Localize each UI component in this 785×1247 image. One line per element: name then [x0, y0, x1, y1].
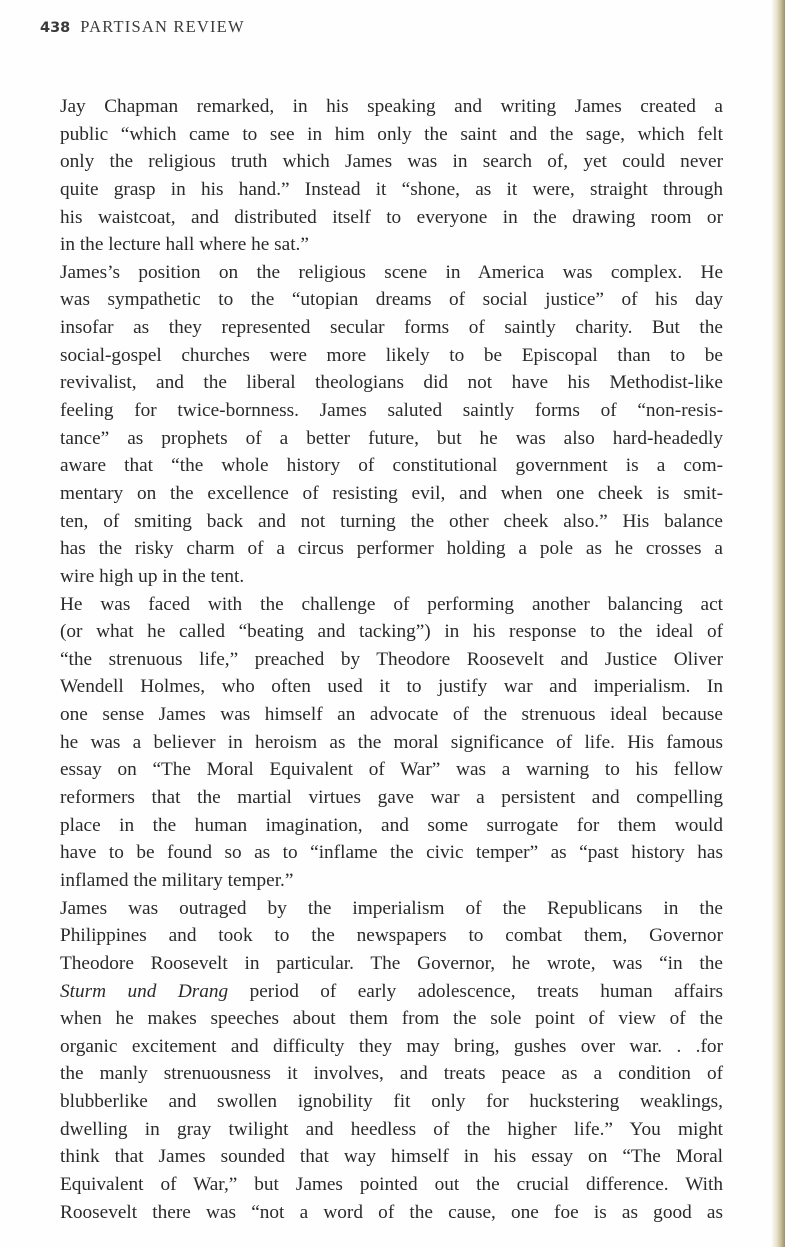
text-line [60, 839, 723, 867]
line-text: blubberlike and swollen ignobility fit only for huckstering weaklings, [60, 1091, 723, 1113]
text-line [60, 950, 723, 978]
text-line [60, 204, 723, 232]
text-line [60, 1199, 723, 1227]
text-line [60, 895, 723, 923]
line-text: mentary on the excellence of resisting evil, and when one cheek is smit- [60, 482, 723, 504]
line-text: his waistcoat, and distributed itself to everyone in the drawing room or [60, 206, 723, 228]
line-text: James was outraged by the imperialism of the Republicans in the [60, 897, 723, 919]
text-line [60, 756, 723, 784]
text-line [60, 1033, 723, 1061]
text-line [60, 867, 723, 895]
text-line [60, 784, 723, 812]
page-binding-edge [771, 0, 785, 1247]
line-text: inflamed the military temper.” [60, 869, 294, 891]
line-text: place in the human imagination, and some surrogate for them would [60, 814, 723, 836]
text-line [60, 1143, 723, 1171]
line-text: dwelling in gray twilight and heedless of the higher life.” You might [60, 1118, 723, 1140]
text-line [60, 1171, 723, 1199]
line-text: when he makes speeches about them from the sole point of view of the [60, 1008, 723, 1030]
text-line [60, 1060, 723, 1088]
line-text: in the lecture hall where he sat.” [60, 234, 309, 256]
line-text: quite grasp in his hand.” Instead it “shone, as it were, straight through [60, 178, 723, 200]
text-line [60, 1005, 723, 1033]
line-text: tance” as prophets of a better future, but he was also hard-headedly [60, 427, 723, 449]
line-text: James’s position on the religious scene in America was complex. He [60, 261, 723, 283]
text-line [60, 425, 723, 453]
line-text: ten, of smiting back and not turning the other cheek also.” His balance [60, 510, 723, 532]
line-text: “the strenuous life,” preached by Theodore Roosevelt and Justice Oliver [60, 648, 723, 670]
text-line [60, 673, 723, 701]
running-header [40, 17, 245, 37]
line-text: has the risky charm of a circus performer holding a pole as he crosses a [60, 538, 723, 560]
line-text: public “which came to see in him only the saint and the sage, which felt [60, 123, 723, 145]
line-text: feeling for twice-bornness. James saluted saintly forms of “non-resis- [60, 400, 723, 422]
text-line [60, 729, 723, 757]
italic-phrase: Sturm und Drang [60, 980, 229, 1002]
text-line [60, 591, 723, 619]
text-line [60, 618, 723, 646]
line-text: Philippines and took to the newspapers to combat them, Governor [60, 925, 723, 947]
line-text: have to be found so as to “inflame the civic temper” as “past history has [60, 842, 723, 864]
text-line [60, 480, 723, 508]
line-text: reformers that the martial virtues gave war a persistent and compelling [60, 787, 723, 809]
text-line [60, 508, 723, 536]
text-line [60, 535, 723, 563]
line-text: social-gospel churches were more likely to be Episcopal than to be [60, 344, 723, 366]
text-line [60, 259, 723, 287]
line-text: one sense James was himself an advocate of the strenuous ideal because [60, 704, 723, 726]
line-text: He was faced with the challenge of performing another balancing act [60, 593, 723, 615]
text-line [60, 563, 723, 591]
text-line [60, 922, 723, 950]
line-text: only the religious truth which James was in search of, yet could never [60, 151, 723, 173]
text-line [60, 397, 723, 425]
text-line [60, 1088, 723, 1116]
line-text: insofar as they represented secular forms of saintly charity. But the [60, 317, 723, 339]
line-text: wire high up in the tent. [60, 565, 245, 587]
line-text: Roosevelt there was “not a word of the cause, one foe is as good as [60, 1201, 723, 1223]
text-line [60, 148, 723, 176]
text-line [60, 314, 723, 342]
running-title: PARTISAN REVIEW [80, 17, 245, 36]
line-text: was sympathetic to the “utopian dreams of social justice” of his day [60, 289, 723, 311]
line-text: Wendell Holmes, who often used it to justify war and imperialism. In [60, 676, 723, 698]
line-text: Theodore Roosevelt in particular. The Governor, he wrote, was “in the [60, 952, 723, 974]
text-line [60, 452, 723, 480]
line-text: Jay Chapman remarked, in his speaking and writing James created a [60, 96, 723, 117]
page-number: 438 [40, 20, 71, 36]
text-line [60, 701, 723, 729]
text-line [60, 812, 723, 840]
text-line [60, 121, 723, 149]
text-line [60, 978, 723, 1006]
body-text [60, 93, 723, 1226]
text-line [60, 176, 723, 204]
line-text: think that James sounded that way himself in his essay on “The Moral [60, 1146, 723, 1168]
text-line [60, 646, 723, 674]
line-text: organic excitement and difficulty they may bring, gushes over war. . .for [60, 1035, 723, 1057]
line-text: revivalist, and the liberal theologians did not have his Methodist-like [60, 372, 723, 394]
text-line [60, 342, 723, 370]
line-text: he was a believer in heroism as the moral significance of life. His famous [60, 731, 723, 753]
text-line [60, 93, 723, 121]
text-line [60, 286, 723, 314]
line-text: (or what he called “beating and tacking”) in his response to the ideal of [60, 621, 723, 643]
line-text: period of early adolescence, treats human affairs [228, 980, 723, 1002]
line-text: Equivalent of War,” but James pointed out the crucial difference. With [60, 1173, 723, 1195]
line-text: aware that “the whole history of constitutional government is a com- [60, 455, 723, 477]
text-line [60, 231, 723, 259]
text-line [60, 1116, 723, 1144]
line-text: essay on “The Moral Equivalent of War” was a warning to his fellow [60, 759, 723, 781]
text-line [60, 369, 723, 397]
line-text: the manly strenuousness it involves, and treats peace as a condition of [60, 1063, 723, 1085]
